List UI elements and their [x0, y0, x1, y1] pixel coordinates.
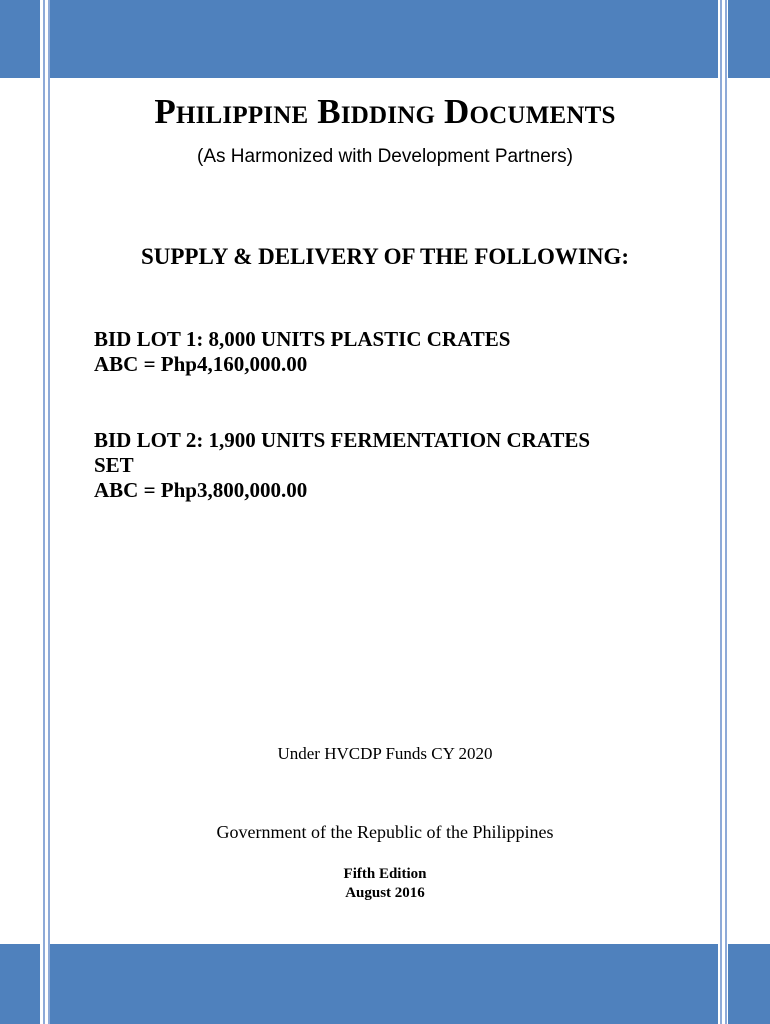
bid-lot-2-abc: ABC = Php3,800,000.00 — [94, 478, 308, 502]
bid-lot-1-description: BID LOT 1: 8,000 UNITS PLASTIC CRATES — [94, 327, 511, 351]
bid-lot-2-description-cont: SET — [94, 453, 134, 477]
header-band-left — [0, 0, 40, 78]
header-band — [50, 0, 718, 78]
footer-band-right — [728, 944, 770, 1024]
bid-lot-1 — [94, 327, 694, 377]
funds-line: Under HVCDP Funds CY 2020 — [277, 744, 493, 763]
supply-heading: SUPPLY & DELIVERY OF THE FOLLOWING: — [140, 244, 629, 269]
edition-block — [0, 865, 770, 903]
header-band-right — [728, 0, 770, 78]
edition-date: August 2016 — [345, 885, 425, 901]
bid-lot-2-description: BID LOT 2: 1,900 UNITS FERMENTATION CRATES — [94, 428, 591, 452]
bid-lot-2 — [94, 428, 694, 503]
document-title: Philippine Bidding Documents — [154, 92, 616, 131]
document-subtitle: (As Harmonized with Development Partners) — [197, 146, 573, 167]
footer-band — [50, 944, 718, 1024]
edition-label: Fifth Edition — [343, 866, 427, 882]
bid-lot-1-abc: ABC = Php4,160,000.00 — [94, 352, 308, 376]
footer-band-left — [0, 944, 40, 1024]
government-line: Government of the Republic of the Philippines — [216, 822, 554, 842]
